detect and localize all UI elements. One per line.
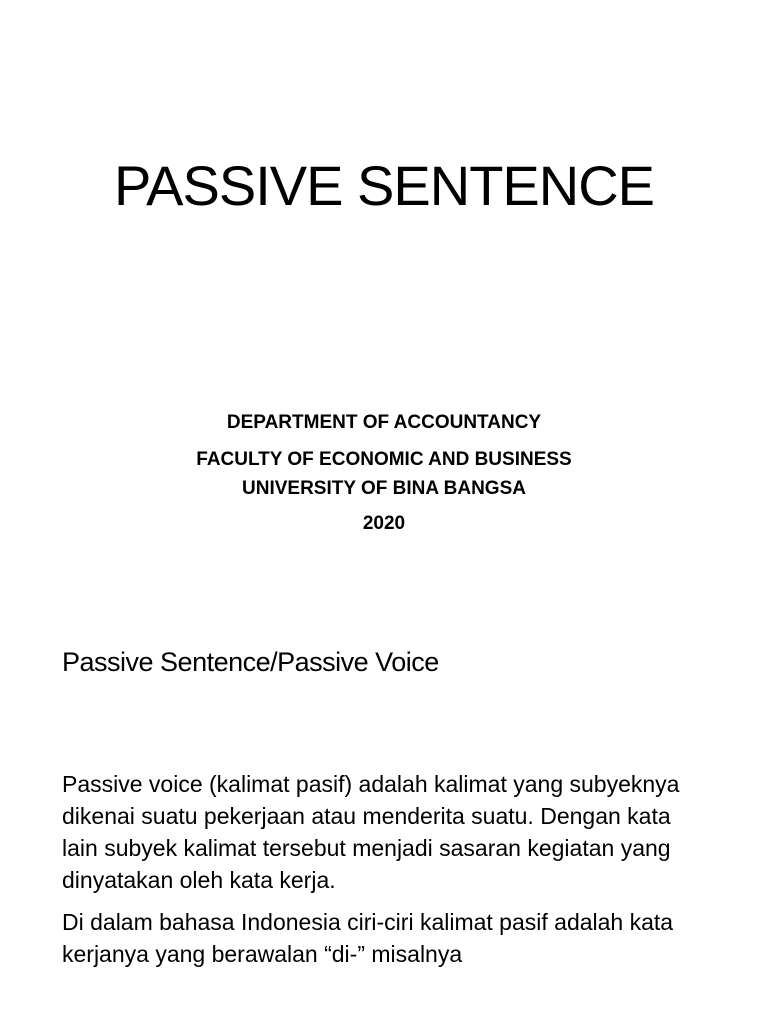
body-paragraph-1: Passive voice (kalimat pasif) adalah kalimat yang subyeknya dikenai suatu pekerjaan atau menderita suatu. Dengan kata lain subyek kalimat tersebut menjadi sasaran kegiatan yang dinyatakan oleh kata kerja. bbox=[62, 771, 680, 893]
slide-body bbox=[62, 768, 712, 980]
content-slide bbox=[0, 576, 768, 1024]
slide-title: PASSIVE SENTENCE bbox=[113, 154, 654, 217]
year-line: 2020 bbox=[362, 513, 406, 534]
slide-heading: Passive Sentence/Passive Voice bbox=[62, 647, 439, 677]
faculty-line: FACULTY OF ECONOMIC AND BUSINESS bbox=[196, 449, 572, 470]
university-line: UNIVERSITY OF BINA BANGSA bbox=[242, 478, 526, 499]
body-paragraph-2: Di dalam bahasa Indonesia ciri-ciri kalimat pasif adalah kata kerjanya yang berawalan “di-” misalnya bbox=[62, 909, 674, 967]
slide-subtitle bbox=[0, 408, 768, 538]
department-line: DEPARTMENT OF ACCOUNTANCY bbox=[226, 412, 542, 433]
